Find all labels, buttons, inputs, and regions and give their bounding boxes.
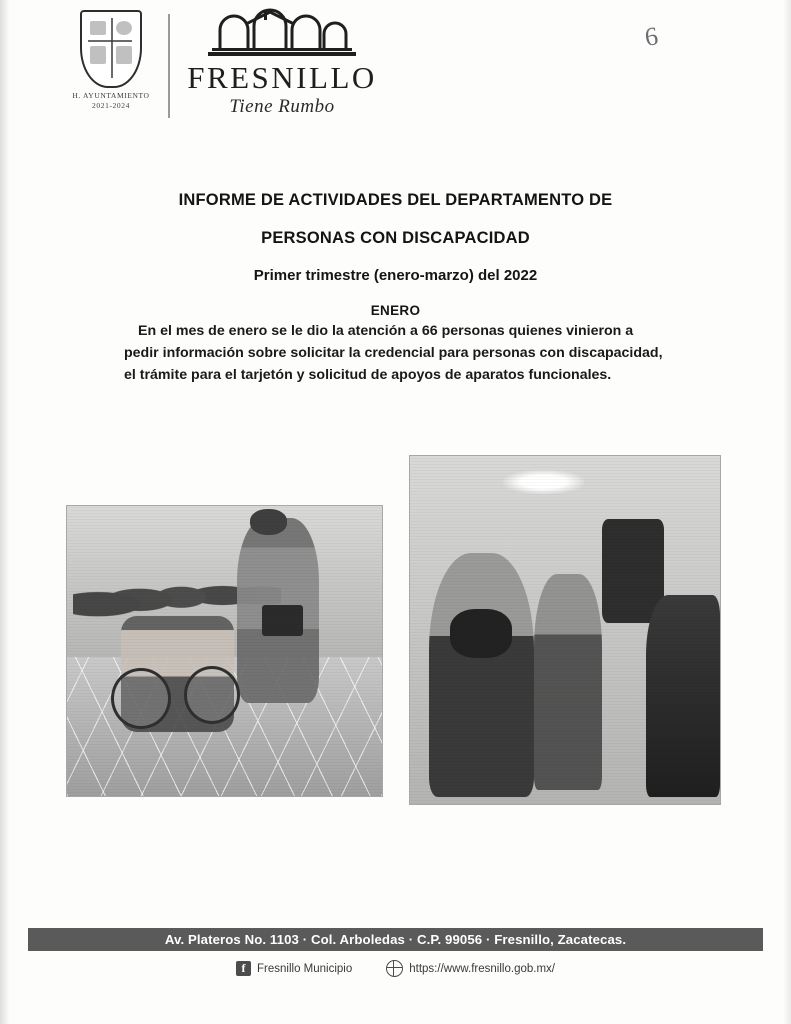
brand-wordmark xyxy=(182,8,382,118)
coat-of-arms-icon xyxy=(65,10,157,122)
scan-edge-left xyxy=(0,0,10,1024)
report-period: Primer trimestre (enero-marzo) del 2022 xyxy=(253,266,538,284)
footer-facebook[interactable] xyxy=(236,961,352,976)
footer-website-label: https://www.fresnillo.gob.mx/ xyxy=(409,962,555,975)
shield-icon xyxy=(80,10,142,88)
report-month: ENERO xyxy=(370,302,421,318)
body-paragraph xyxy=(124,320,670,386)
header-divider xyxy=(168,14,170,118)
globe-icon xyxy=(386,960,403,977)
letterhead xyxy=(60,8,380,123)
photo-wheelchair-delivery xyxy=(66,505,383,797)
crest-line-2: 2021-2024 xyxy=(92,101,130,111)
handwritten-page-mark: 6 xyxy=(642,21,660,52)
facebook-icon: f xyxy=(236,961,251,976)
report-title-line-2: PERSONAS CON DISCAPACIDAD xyxy=(261,228,530,247)
footer-links xyxy=(0,960,791,977)
footer-address: Av. Plateros No. 1103 · Col. Arboledas · C.P. 99056 · Fresnillo, Zacatecas. xyxy=(164,932,627,947)
footer-facebook-label: Fresnillo Municipio xyxy=(257,962,353,975)
report-title-line-1: INFORME DE ACTIVIDADES DEL DEPARTAMENTO DE xyxy=(178,191,613,209)
brand-tagline: Tiene Rumbo xyxy=(229,96,335,117)
brand-title: FRESNILLO xyxy=(187,60,377,95)
crest-line-1: H. AYUNTAMIENTO xyxy=(72,91,150,100)
arches-monument-icon xyxy=(182,8,382,60)
photo-office-attendees xyxy=(409,455,721,805)
footer-website[interactable] xyxy=(386,960,555,977)
footer-address-bar xyxy=(28,928,763,951)
body-paragraph-text: En el mes de enero se le dio la atención a 66 personas quienes vinieron a pedir información sobre solicitar la credencial para personas con discapacidad, el trámite para el tarjetón y solicitud de apoyos de aparatos funcionales. xyxy=(124,323,663,383)
title-block xyxy=(0,190,791,318)
scan-edge-right xyxy=(783,0,791,1024)
